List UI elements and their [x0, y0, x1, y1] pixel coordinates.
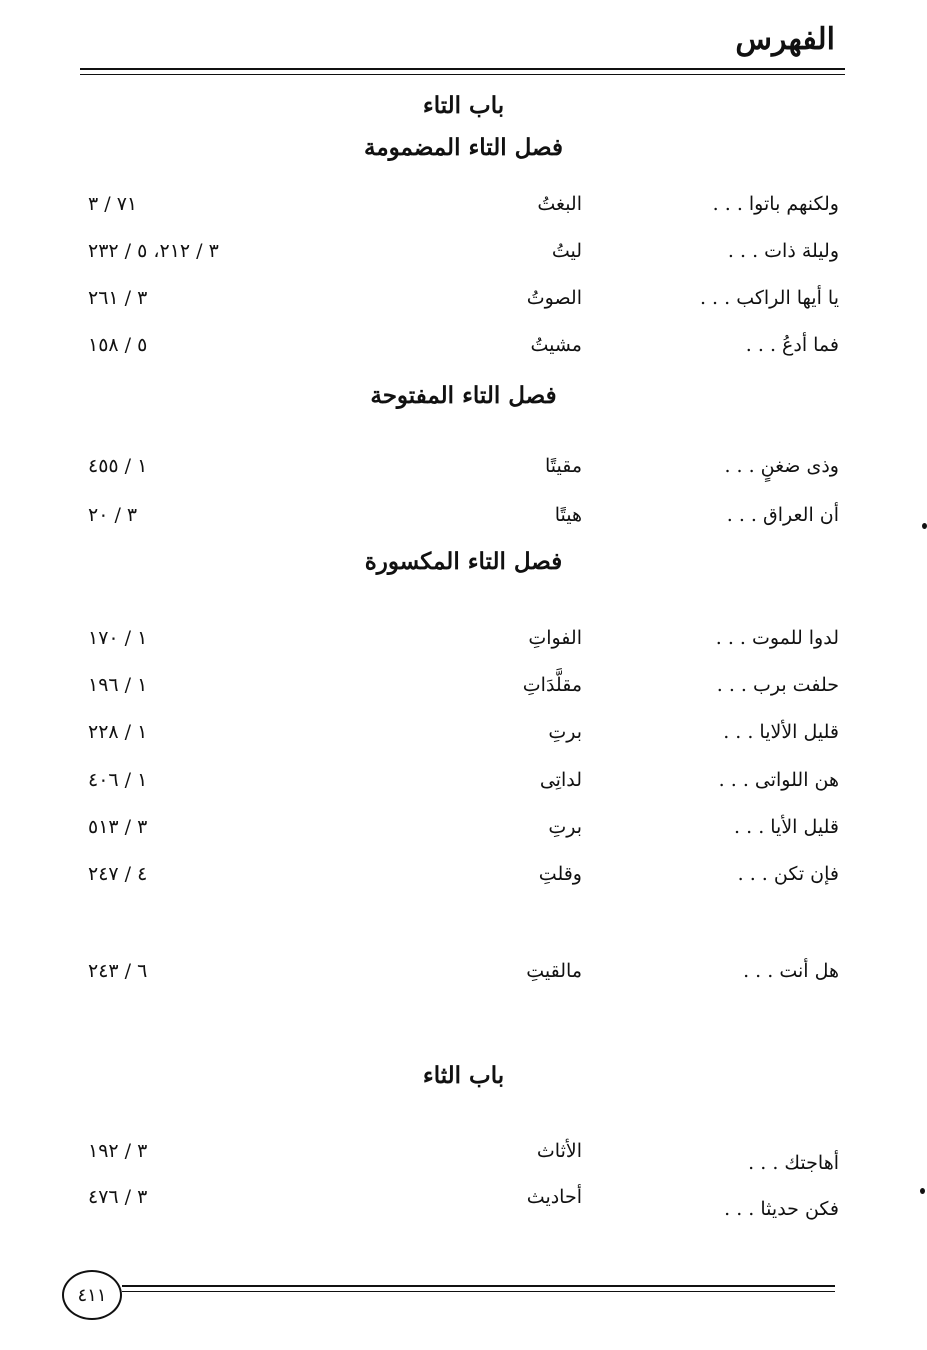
verse-opening: قليل الأيا . . .: [734, 816, 839, 838]
page-number-badge: [62, 1270, 122, 1320]
index-row: [0, 455, 927, 495]
verse-opening: أن العراق . . .: [726, 504, 839, 526]
rhyme-word: الصوتُ: [526, 287, 582, 309]
verse-opening: أهاجتك . . .: [748, 1152, 839, 1174]
section-heading-fatha: فصل التاء المفتوحة: [370, 382, 557, 409]
rhyme-word: وقلتِ: [538, 863, 582, 885]
verse-opening: ولكنهم باتوا . . .: [712, 193, 839, 215]
rhyme-word: مقيتًا: [544, 455, 582, 477]
footer-rule-bottom: [122, 1291, 835, 1292]
section-heading-bab-ta: باب التاء: [422, 92, 505, 119]
index-row: [0, 504, 927, 544]
verse-opening: هن اللواتى . . .: [718, 769, 839, 791]
page-reference: ١ / ١٧٠: [88, 627, 148, 649]
verse-opening: وذى ضغنٍ . . .: [724, 455, 839, 477]
section-heading-kasra: فصل التاء المكسورة: [364, 548, 563, 575]
index-row: [0, 1186, 927, 1226]
index-row: [0, 674, 927, 714]
index-row: [0, 816, 927, 856]
footer-rule-top: [122, 1285, 835, 1287]
rhyme-word: الأثاث: [536, 1140, 582, 1162]
verse-opening: حلفت برب . . .: [716, 674, 839, 696]
index-row: [0, 769, 927, 809]
rhyme-word: هيتًا: [554, 504, 582, 526]
page-reference: ٥ / ١٥٨: [88, 334, 148, 356]
rhyme-word: مشيتُ: [530, 334, 582, 356]
page-reference: ١ / ٢٢٨: [88, 721, 148, 743]
page-reference: ٣ / ٢٦١: [88, 287, 148, 309]
rhyme-word: ليتُ: [551, 240, 582, 262]
rhyme-word: برتِ: [548, 816, 582, 838]
margin-dot: [920, 1188, 925, 1194]
verse-opening: يا أيها الراكب . . .: [699, 287, 839, 309]
rhyme-word: الفواتِ: [528, 627, 582, 649]
page-reference: ٣ / ١٩٢: [88, 1140, 148, 1162]
page-reference: ٣ / ٤٧٦: [88, 1186, 148, 1208]
page-reference: ٣ / ٢١٢، ٥ / ٢٣٢: [88, 240, 219, 262]
rhyme-word: مقلَّدَاتِ: [522, 674, 582, 696]
verse-opening: فما أدعُ . . .: [745, 334, 839, 356]
index-row: [0, 863, 927, 903]
rhyme-word: البغتُ: [537, 193, 582, 215]
page-reference: ١ / ١٩٦: [88, 674, 148, 696]
page-reference: ٧١ / ٣: [88, 193, 138, 215]
page-reference: ٣ / ٥١٣: [88, 816, 148, 838]
margin-dot: [922, 523, 927, 529]
index-row: [0, 721, 927, 761]
verse-opening: قليل الألايا . . .: [723, 721, 839, 743]
section-heading-bab-tha: باب الثاء: [422, 1062, 505, 1089]
header-rule-top: [80, 68, 845, 70]
index-row: [0, 334, 927, 374]
rhyme-word: مالقيتِ: [526, 960, 582, 982]
index-row: [0, 627, 927, 667]
index-row: [0, 287, 927, 327]
rhyme-word: أحاديث: [526, 1186, 582, 1208]
header-rule-bottom: [80, 74, 845, 75]
page-number: ٤١١: [77, 1284, 107, 1306]
verse-opening: فكن حديثا . . .: [724, 1198, 839, 1220]
verse-opening: هل أنت . . .: [743, 960, 839, 982]
index-row: [0, 240, 927, 280]
section-heading-damma: فصل التاء المضمومة: [363, 134, 563, 161]
index-row: [0, 1140, 927, 1180]
rhyme-word: برتِ: [548, 721, 582, 743]
verse-opening: لدوا للموت . . .: [715, 627, 839, 649]
rhyme-word: لداتِى: [539, 769, 582, 791]
page-reference: ٣ / ٢٠: [88, 504, 138, 526]
index-row: [0, 960, 927, 1000]
page-reference: ٤ / ٢٤٧: [88, 863, 148, 885]
page-reference: ١ / ٤٥٥: [88, 455, 148, 477]
verse-opening: وليلة ذات . . .: [727, 240, 839, 262]
page-header-title: الفهرس: [735, 22, 835, 57]
index-row: [0, 193, 927, 233]
page-reference: ١ / ٤٠٦: [88, 769, 148, 791]
page-reference: ٦ / ٢٤٣: [88, 960, 148, 982]
verse-opening: فإن تكن . . .: [737, 863, 839, 885]
